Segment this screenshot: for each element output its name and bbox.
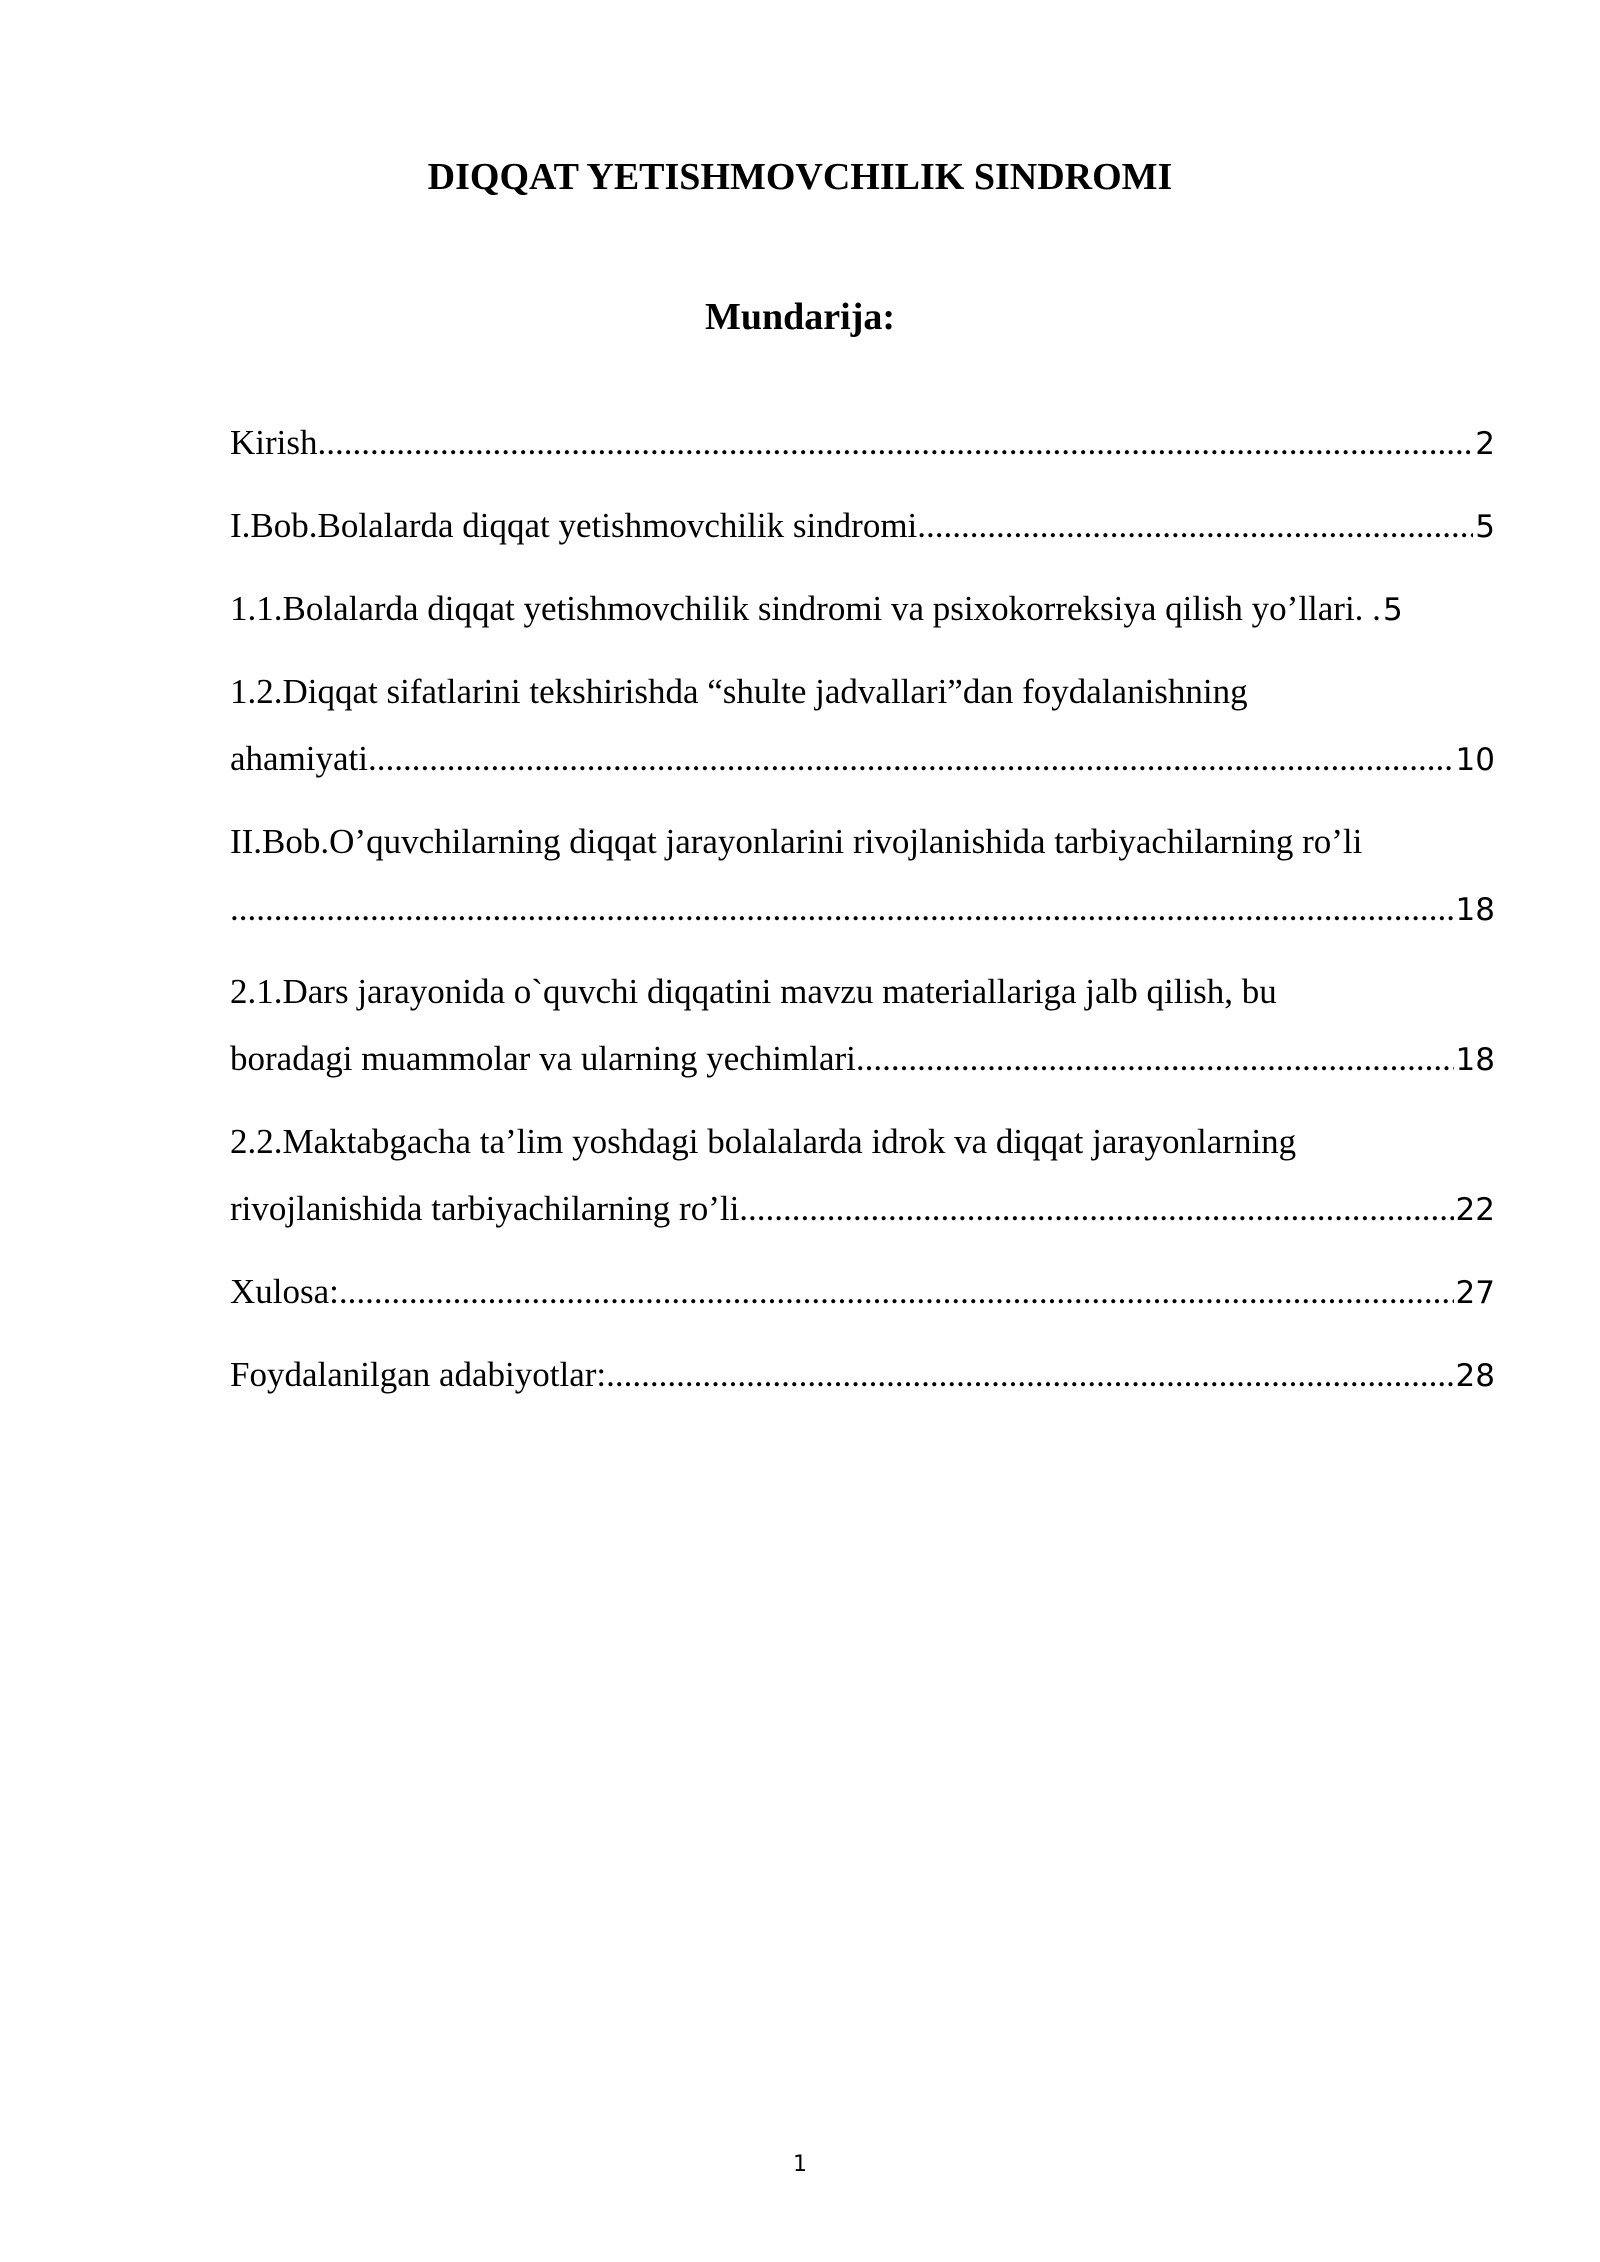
toc-entry-chapter-2[interactable] bbox=[230, 817, 1495, 934]
toc-entry-xulosa[interactable] bbox=[230, 1267, 1495, 1317]
toc-entry-title: Kirish bbox=[230, 423, 318, 462]
document-title: DIQQAT YETISHMOVCHILIK SINDROMI bbox=[427, 156, 1173, 198]
toc-entry-page: 22 bbox=[1455, 1192, 1495, 1228]
toc-entry-title: Foydalanilgan adabiyotlar: bbox=[230, 1355, 607, 1394]
toc-entry-title: I.Bob.Bolalarda diqqat yetishmovchilik sindromi bbox=[230, 506, 918, 545]
toc-dot-leader bbox=[339, 1267, 1454, 1317]
toc-entry-chapter-1[interactable] bbox=[230, 501, 1495, 551]
toc-entry-title: rivojlanishida tarbiyachilarning ro’li bbox=[230, 1189, 740, 1228]
toc-entry-title: ahamiyati bbox=[230, 739, 369, 778]
toc-entry-section-1-1[interactable] bbox=[230, 584, 1495, 634]
toc-entry-page: 5 bbox=[1475, 509, 1495, 545]
toc-entry-title: 1.1.Bolalarda diqqat yetishmovchilik sindromi va psixokorreksiya qilish yo’llari. . bbox=[230, 589, 1381, 628]
toc-dot-leader bbox=[856, 1034, 1454, 1084]
toc-entry-kirish[interactable] bbox=[230, 418, 1495, 468]
toc-dot-leader bbox=[606, 1350, 1453, 1400]
table-of-contents bbox=[230, 418, 1495, 1433]
toc-entry-title-line: 2.1.Dars jarayonida o`quvchi diqqatini mavzu materiallariga jalb qilish, bu bbox=[230, 972, 1277, 1011]
toc-dot-leader bbox=[739, 1184, 1453, 1234]
toc-entry-page: 5 bbox=[1382, 592, 1403, 628]
toc-entry-title: Xulosa: bbox=[230, 1272, 339, 1311]
toc-entry-section-2-1[interactable] bbox=[230, 967, 1495, 1084]
toc-entry-adabiyotlar[interactable] bbox=[230, 1350, 1495, 1400]
toc-dot-leader bbox=[230, 884, 1454, 934]
toc-dot-leader bbox=[368, 734, 1454, 784]
toc-entry-section-1-2[interactable] bbox=[230, 667, 1495, 784]
toc-entry-title-line: 2.2.Maktabgacha ta’lim yoshdagi bolalalarda idrok va diqqat jarayonlarning bbox=[230, 1122, 1297, 1161]
toc-entry-page: 10 bbox=[1455, 742, 1495, 778]
toc-heading: Mundarija: bbox=[705, 296, 895, 338]
toc-entry-title: boradagi muammolar va ularning yechimlari bbox=[230, 1039, 856, 1078]
toc-entry-page: 2 bbox=[1475, 426, 1495, 462]
toc-entry-page: 28 bbox=[1455, 1358, 1495, 1394]
toc-entry-section-2-2[interactable] bbox=[230, 1117, 1495, 1234]
page-number: 1 bbox=[793, 2152, 807, 2177]
toc-entry-page: 18 bbox=[1455, 1042, 1495, 1078]
toc-entry-title-line: II.Bob.O’quvchilarning diqqat jarayonlarini rivojlanishida tarbiyachilarning ro’li bbox=[230, 822, 1363, 861]
toc-dot-leader bbox=[917, 501, 1473, 551]
toc-entry-page: 18 bbox=[1455, 892, 1495, 928]
toc-entry-page: 27 bbox=[1455, 1275, 1495, 1311]
toc-entry-title-line: 1.2.Diqqat sifatlarini tekshirishda “shulte jadvallari”dan foydalanishning bbox=[230, 672, 1248, 711]
toc-dot-leader bbox=[318, 418, 1474, 468]
